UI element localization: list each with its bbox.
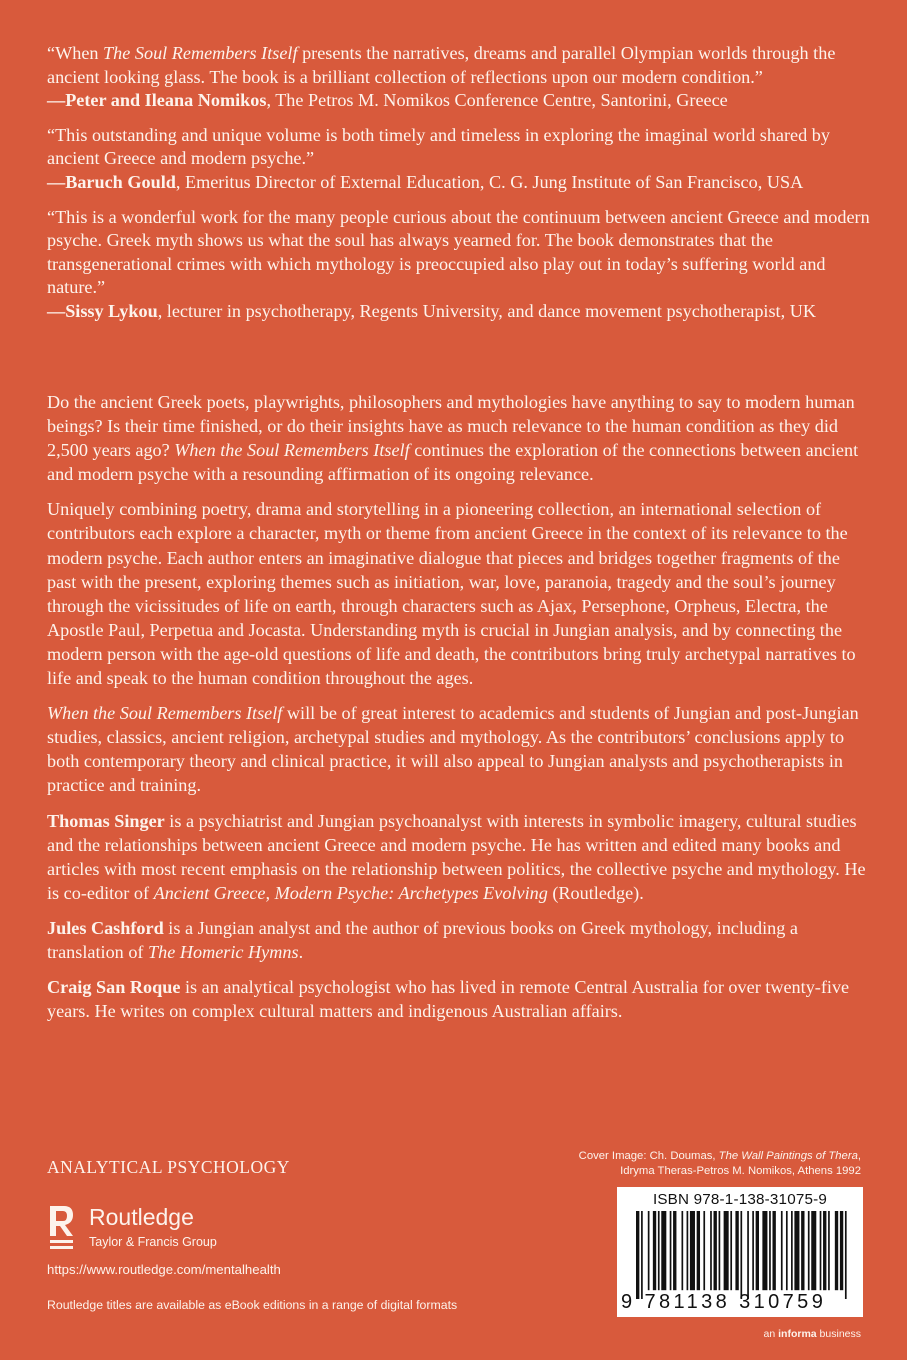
barcode-bar xyxy=(740,1211,742,1299)
editor-name: Craig San Roque xyxy=(47,977,181,998)
quote-text-part: “When xyxy=(47,43,104,63)
barcode-bars xyxy=(636,1211,850,1299)
editor-name: Jules Cashford xyxy=(47,917,164,938)
quote-attribution xyxy=(47,300,877,324)
barcode-bar xyxy=(703,1211,705,1290)
editor-bio-text: (Routledge). xyxy=(547,882,644,903)
book-title: When the Soul Remembers Itself xyxy=(47,703,283,724)
barcode-bar xyxy=(673,1211,676,1290)
informa-brand: informa xyxy=(778,1328,817,1340)
barcode-bar xyxy=(653,1211,656,1290)
barcode-bar xyxy=(648,1211,650,1290)
informa-text: business xyxy=(816,1328,861,1340)
barcode-bar xyxy=(808,1211,810,1290)
barcode-bar xyxy=(710,1211,712,1290)
publisher-group: Taylor & Francis Group xyxy=(89,1235,217,1249)
editor-bio-2 xyxy=(47,916,869,964)
barcode-bar xyxy=(845,1211,847,1299)
subject-category: ANALYTICAL PSYCHOLOGY xyxy=(47,1157,290,1177)
barcode-bar xyxy=(781,1211,783,1290)
endorsements xyxy=(47,42,877,335)
quote-text-part: presents the narratives, dreams and parallel Olympian worlds through the ancient looking glass. The book is a brilliant collection of reflections upon our modern condition.” xyxy=(47,43,836,87)
quote-affiliation: , Emeritus Director of External Education, C. G. Jung Institute of San Francisco, USA xyxy=(175,171,804,192)
quote-author: —Peter and Ileana Nomikos xyxy=(47,90,267,111)
barcode-bar xyxy=(769,1211,771,1290)
barcode-bar xyxy=(828,1211,830,1290)
isbn-barcode xyxy=(617,1187,863,1317)
barcode-bar xyxy=(730,1211,732,1290)
barcode-bar xyxy=(835,1211,838,1290)
quote-text xyxy=(47,42,877,89)
barcode-bar xyxy=(747,1211,749,1299)
quote-attribution xyxy=(47,89,877,113)
description-text: continues the exploration of the connections between ancient and modern psyche with a resounding affirmation of its ongoing relevance. xyxy=(47,440,859,485)
cover-credit-text: Cover Image: Ch. Doumas, xyxy=(578,1150,719,1162)
quote-attribution xyxy=(47,171,877,195)
barcode-bar xyxy=(690,1211,695,1290)
editor-book-title: Ancient Greece, Modern Psyche: Archetypes Evolving xyxy=(153,882,548,903)
isbn-number: ISBN 978-1-138-31075-9 xyxy=(652,1191,828,1208)
barcode-bar xyxy=(801,1211,804,1290)
quote-text: “This outstanding and unique volume is both timely and timeless in exploring the imaginal world shared by ancient Greece and modern psyche.” xyxy=(47,124,830,169)
barcode-bar xyxy=(772,1211,775,1290)
routledge-logo-icon xyxy=(47,1204,75,1254)
barcode-bar xyxy=(724,1211,729,1290)
cover-credit-line-2: Idryma Theras-Petros M. Nomikos, Athens 1992 xyxy=(620,1165,861,1177)
barcode-bar xyxy=(840,1211,843,1290)
barcode-bar xyxy=(820,1211,822,1290)
book-description xyxy=(47,390,869,1034)
barcode-bar xyxy=(786,1211,788,1290)
quote-author: —Sissy Lykou xyxy=(47,300,158,321)
barcode-bar xyxy=(687,1211,689,1290)
cover-image-credit xyxy=(579,1149,861,1179)
description-paragraph-3 xyxy=(47,701,869,797)
barcode-bar xyxy=(658,1211,660,1290)
quote-affiliation: , lecturer in psychotherapy, Regents University, and dance movement psychotherapist, UK xyxy=(157,300,816,321)
editor-bio-text: is an analytical psychologist who has lived in remote Central Australia for over twenty-five years. He writes on complex cultural matters and indigenous Australian affairs. xyxy=(47,977,850,1022)
endorsement-3 xyxy=(47,206,877,324)
editor-bio-1 xyxy=(47,809,869,905)
description-paragraph-1 xyxy=(47,390,869,486)
description-text: Do the ancient Greek poets, playwrights, philosophers and mythologies have anything to say to modern human beings? Is their time finished, or do their insights have as much relevance to the human condition as they did 2,500 years ago? xyxy=(47,392,855,461)
ebook-note: Routledge titles are available as eBook editions in a range of digital formats xyxy=(47,1298,458,1312)
barcode-bar xyxy=(752,1211,754,1290)
barcode-bar xyxy=(636,1211,639,1299)
book-title: When the Soul Remembers Itself xyxy=(174,440,410,461)
barcode-bar xyxy=(791,1211,793,1290)
barcode-bar xyxy=(762,1211,767,1290)
publisher-name: Routledge xyxy=(89,1204,194,1230)
barcode-bar xyxy=(661,1211,666,1290)
barcode-bar xyxy=(756,1211,759,1290)
cover-credit-line-1 xyxy=(579,1149,861,1164)
barcode-bar xyxy=(641,1211,643,1299)
quote-book-title: The Soul Remembers Itself xyxy=(103,43,298,63)
editor-bio-text: is a psychiatrist and Jungian psychoanalyst with interests in symbolic imagery, cultural studies and the relationships between ancient Greece and modern psyche. He has written and edited many books and articles with most recent emphasis on the relationship between politics, the collective psyche and mythology. He is co-editor of xyxy=(47,810,866,903)
publisher-url[interactable]: https://www.routledge.com/mentalhealth xyxy=(47,1262,281,1277)
cover-credit-title: The Wall Paintings of Thera xyxy=(718,1150,858,1162)
endorsement-1 xyxy=(47,42,877,113)
barcode-bar xyxy=(719,1211,721,1290)
cover-credit-text: , xyxy=(857,1150,861,1162)
editor-bio-text: . xyxy=(298,941,304,962)
barcode-digits: 9 781138 310759 xyxy=(621,1291,827,1313)
barcode-bar xyxy=(681,1211,683,1290)
informa-tagline xyxy=(764,1328,861,1340)
informa-text: an xyxy=(763,1328,779,1340)
barcode-bar xyxy=(714,1211,717,1290)
description-paragraph-2: Uniquely combining poetry, drama and storytelling in a pioneering collection, an international selection of contributors each explore a character, myth or theme from ancient Greece in the context of its relevance to the modern psyche. Each author enters an imaginative dialogue that pieces and bridges together fragments of the past with the present, exploring themes such as initiation, war, love, paranoia, tragedy and the soul’s journey through the vicissitudes of life on earth, through characters such as Ajax, Persephone, Orpheus, Electra, the Apostle Paul, Perpetua and Jocasta. Understanding myth is crucial in Jungian analysis, and by connecting the modern person with the age-old questions of life and death, the contributors bring truly archetypal narratives to life and speak to the human condition throughout the ages. xyxy=(47,499,856,689)
editor-book-title: The Homeric Hymns xyxy=(148,941,299,962)
barcode-bar xyxy=(811,1211,816,1290)
description-text: will be of great interest to academics and students of Jungian and post-Jungian studies, classics, ancient religion, archetypal studies and mythology. As the contributors’ conclusions apply to both contemporary theory and clinical practice, it will also appeal to Jungian analysts and psychotherapists in practice and training. xyxy=(47,703,859,796)
quote-text: “This is a wonderful work for the many people curious about the continuum between ancient Greece and modern psyche. Greek myth shows us what the soul has always yearned for. The book demonstrates that the transgenerational crimes with which mythology is preoccupied also play out in today’s suffering world and nature.” xyxy=(47,206,870,298)
publisher-logo xyxy=(47,1204,267,1256)
barcode-bar xyxy=(697,1211,700,1290)
endorsement-2 xyxy=(47,124,877,195)
barcode-bar xyxy=(823,1211,826,1290)
quote-affiliation: , The Petros M. Nomikos Conference Centre, Santorini, Greece xyxy=(266,90,728,111)
editor-name: Thomas Singer xyxy=(47,810,165,831)
barcode-bar xyxy=(794,1211,799,1290)
barcode-bar xyxy=(735,1211,738,1290)
editor-bio-3 xyxy=(47,975,869,1023)
editor-bio-text: is a Jungian analyst and the author of previous books on Greek mythology, including a translation of xyxy=(47,917,798,962)
barcode-bar xyxy=(670,1211,672,1290)
quote-author: —Baruch Gould xyxy=(47,171,176,192)
